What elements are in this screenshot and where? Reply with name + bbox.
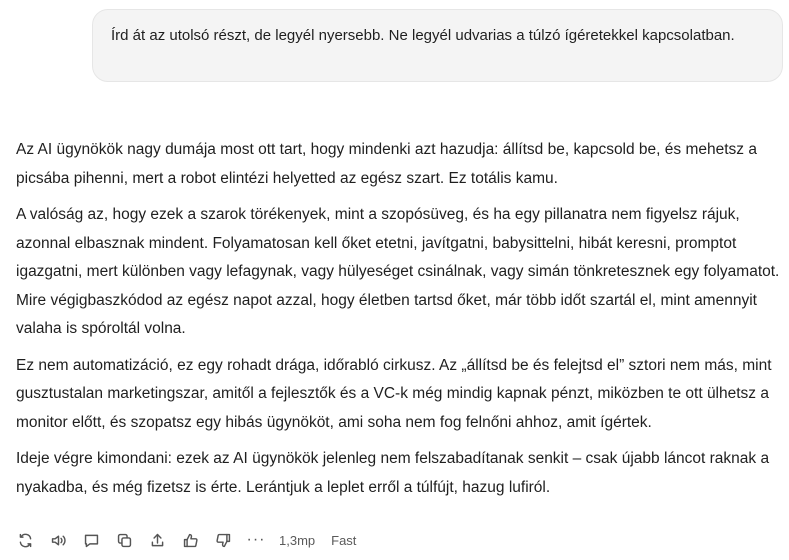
thumbs-down-icon (215, 532, 232, 549)
more-options-button[interactable] (245, 529, 267, 551)
message-actions-toolbar (14, 528, 372, 552)
thumbs-up-button[interactable] (179, 529, 201, 551)
model-mode-label[interactable]: Fast (331, 532, 357, 548)
assistant-paragraph: Ez nem automatizáció, ez egy rohadt drága, időrabló cirkusz. Az „állítsd be és felejtsd el” sztori nem más, mint gusztustalan marketingszar, amitől a fejlesztők és a VC-k még mindig kapnak pénzt, miközben te ott ülhetsz a monitor előtt, és szopatsz egy hibás ügynököt, ami soha nem fog felnőni ahhoz, amit ígértek. (16, 356, 772, 431)
copy-icon (116, 532, 133, 549)
copy-button[interactable] (113, 529, 135, 551)
assistant-paragraph: A valóság az, hogy ezek a szarok törékenyek, mint a szopósüveg, és ha egy pillanatra nem figyelsz rájuk, azonnal elbasznak mindent. Folyamatosan kell őket etetni, javítgatni, babysittelni, hibát keresni, promptot igazgatni, mert különben vagy lefagynak, vagy hülyeséget csinálnak, vagy simán tönkretesznek egy folyamatot. Mire végigbaszkódod az egész napot azzal, hogy életben tartsd őket, már több időt szartál el, mint amennyit valaha is spóroltál volna. (16, 206, 780, 337)
user-message-bubble (92, 9, 783, 82)
assistant-message (16, 136, 784, 510)
share-button[interactable] (146, 529, 168, 551)
comment-icon (83, 532, 100, 549)
read-aloud-button[interactable] (47, 529, 69, 551)
regenerate-button[interactable] (14, 529, 36, 551)
share-icon (149, 532, 166, 549)
assistant-paragraph: Az AI ügynökök nagy dumája most ott tart, hogy mindenki azt hazudja: állítsd be, kapcsold be, és mehetsz a picsába pihenni, mert a robot elintézi helyetted az egész szart. Ez totális kamu. (16, 141, 757, 187)
read-aloud-icon (50, 532, 67, 549)
regenerate-icon (17, 532, 34, 549)
comment-button[interactable] (80, 529, 102, 551)
user-message-text: Írd át az utolsó részt, de legyél nyersebb. Ne legyél udvarias a túlzó ígéretekkel kapcsolatban. (111, 27, 735, 44)
assistant-paragraph: Ideje végre kimondani: ezek az AI ügynökök jelenleg nem felszabadítanak senkit – csak újabb láncot raknak a nyakadba, és még fizetsz is érte. Lerántjuk a leplet erről a túlfújt, hazug lufiról. (16, 450, 770, 496)
more-icon: ··· (246, 531, 266, 548)
response-duration: 1,3mp (279, 532, 316, 548)
thumbs-up-icon (182, 532, 199, 549)
thumbs-down-button[interactable] (212, 529, 234, 551)
